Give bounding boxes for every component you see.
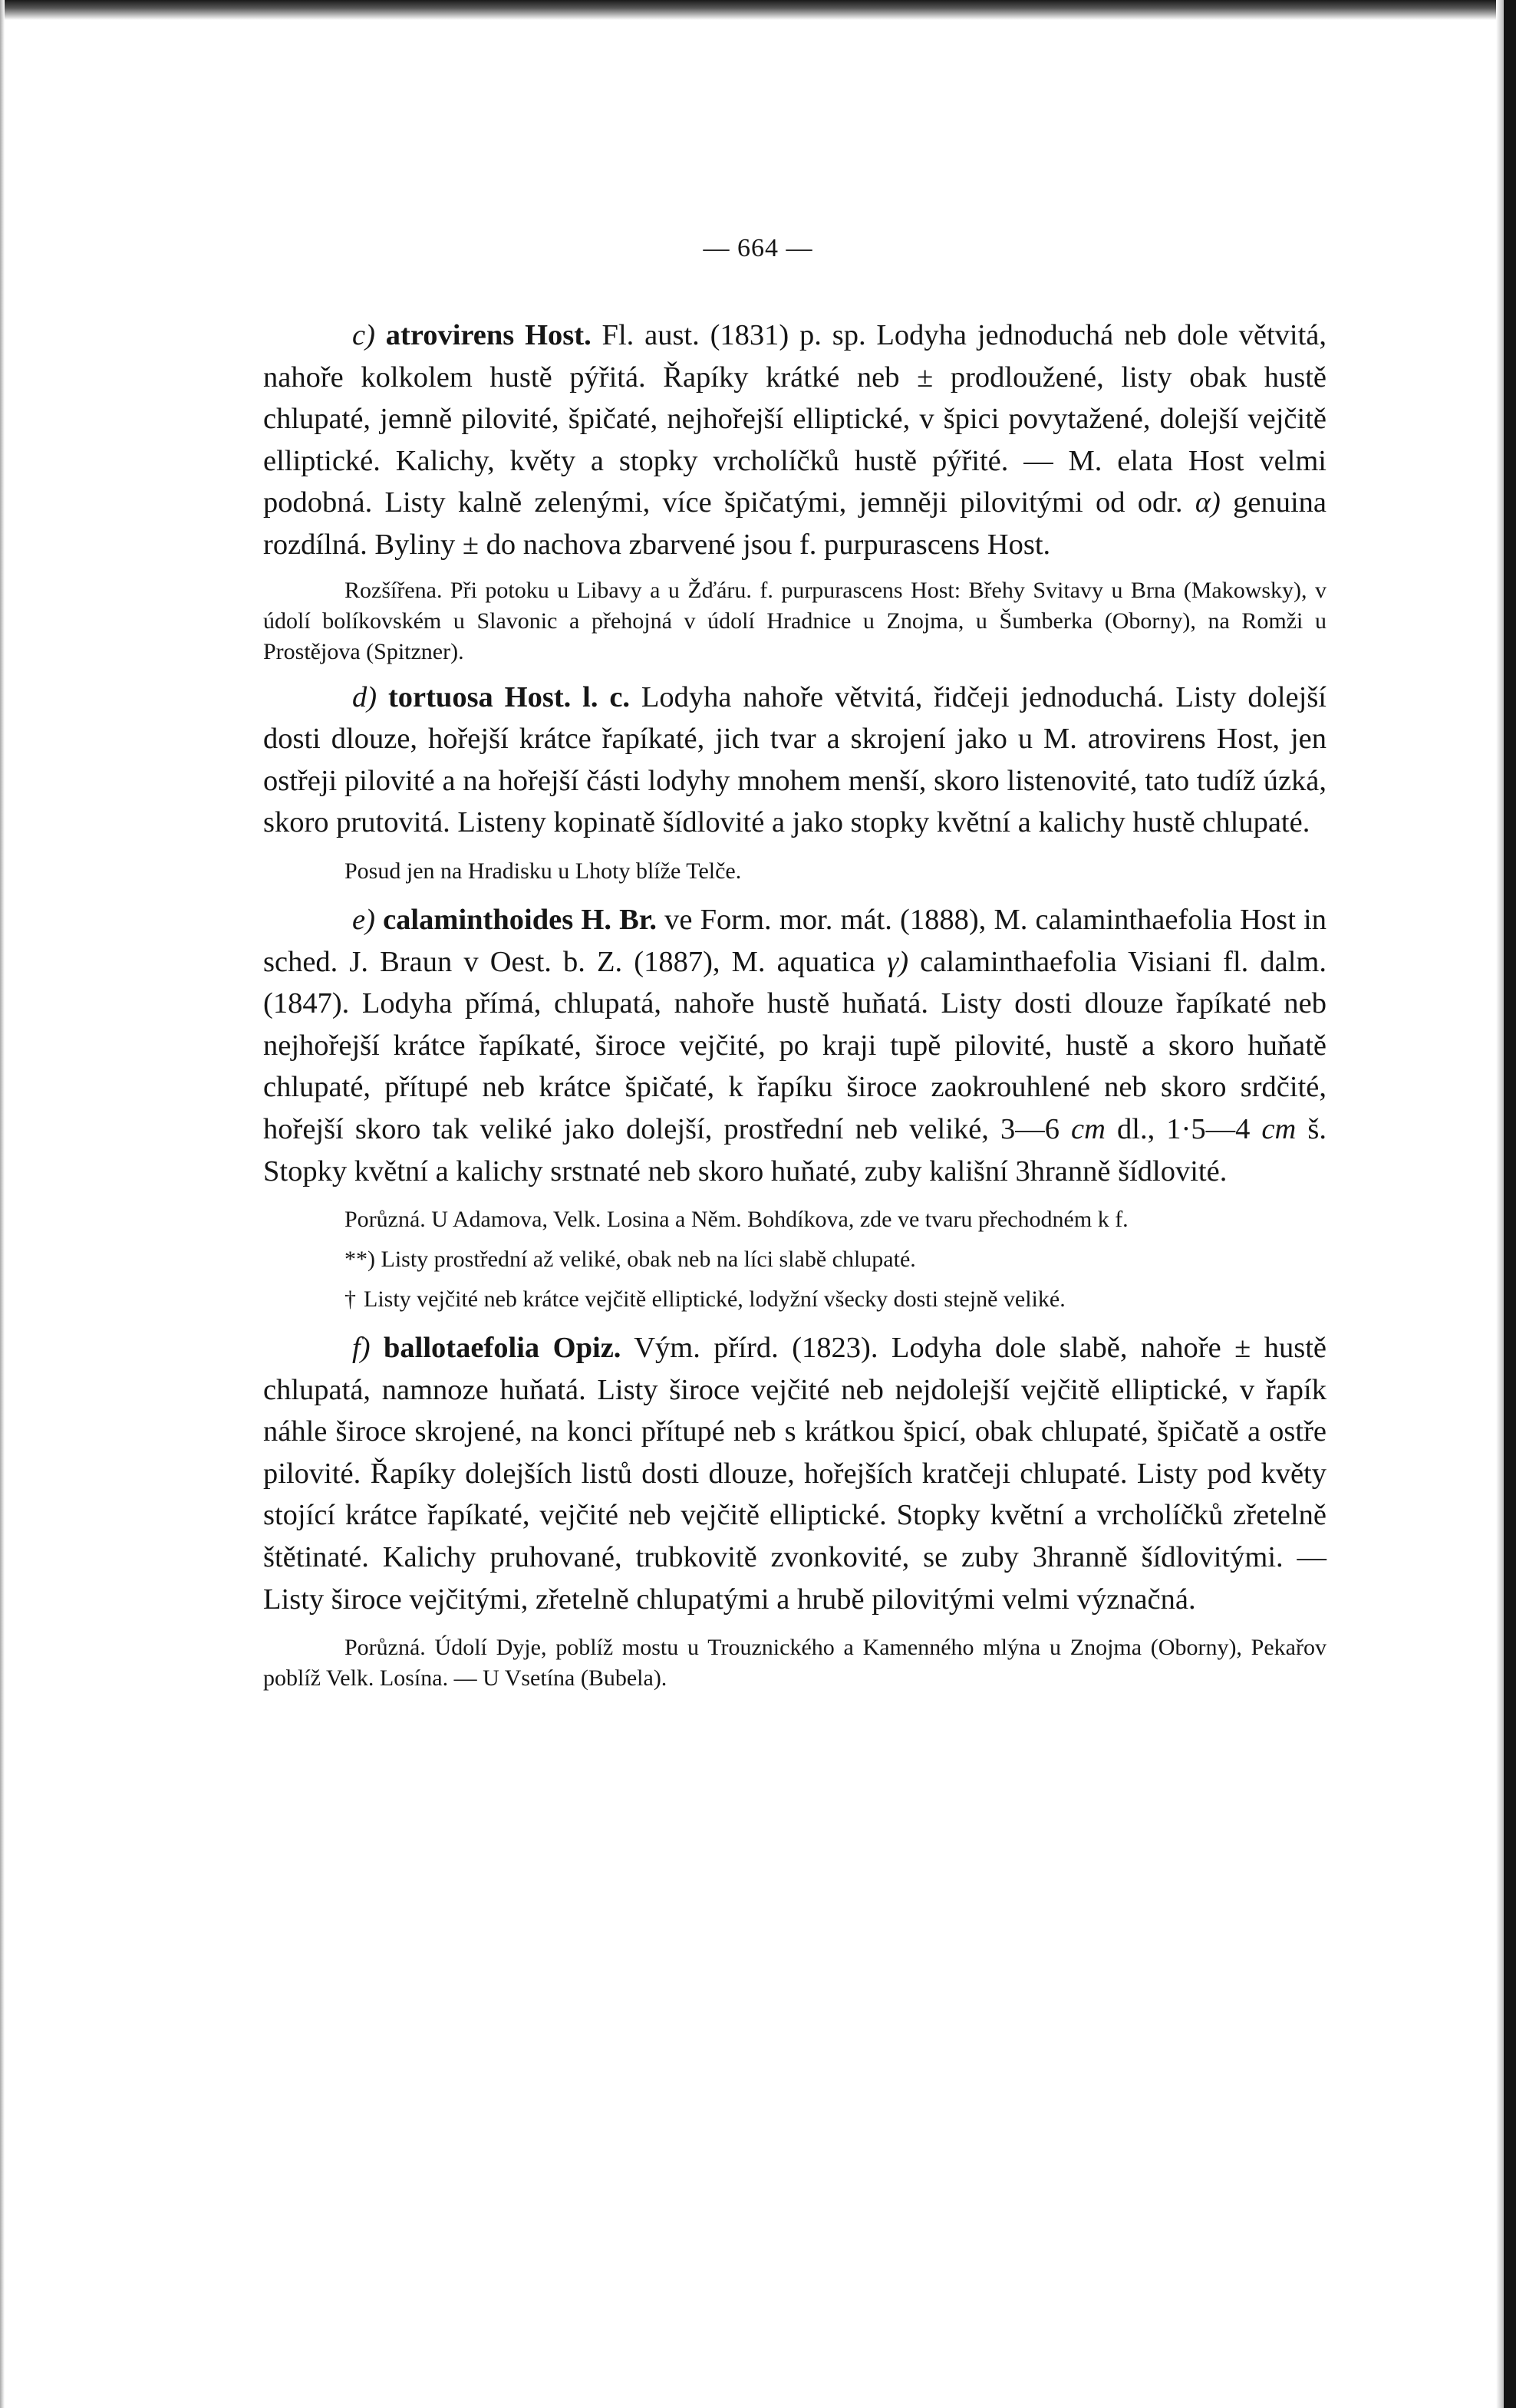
entry-d-letter: d) — [352, 680, 377, 713]
entry-e — [263, 899, 1326, 1192]
entry-f-text: Vým. přírd. (1823). Lodyha dole slabě, nahoře ± hustě chlupatá, namnoze huňatá. Listy široce vejčité neb nejdolejší vejčitě elliptické, v řapík náhle široce skrojené, na konci přítupé neb s krátkou špicí, obak chlupaté, špičatě a ostře pilovité. Řapíky dolejších listů dosti dlouze, hořejších kratčeji chlupaté. Listy pod květy stojící krátce řapíkaté, vejčité neb vejčitě elliptické. Stopky květní a vrcholíčků zřetelně štětinaté. Kalichy pruhované, trubkovitě zvonkovité, se zuby 3hranně šídlovitými. — Listy široce vejčitými, zřetelně chlupatými a hrubě pilovitými velmi význačná. — [263, 1332, 1327, 1616]
entry-c-letter: c) — [352, 319, 375, 351]
entry-e-greek: γ) — [887, 945, 909, 978]
entry-f-distribution: Porůzná. Údolí Dyje, poblíž mostu u Trouznického a Kamenného mlýna u Znojma (Oborny), Pekařov poblíž Velk. Losína. — U Vsetína (Bubela). — [263, 1635, 1326, 1692]
entry-e-text4: š. Stopky květní a kalichy srstnaté neb skoro huňaté, zuby kališní 3hranně šídlovité. — [263, 1112, 1326, 1188]
dagger-mark: † — [344, 1286, 356, 1313]
entry-d — [263, 677, 1326, 844]
scan-edge-left — [0, 0, 5, 2408]
entry-c-text: Fl. aust. (1831) p. sp. Lodyha jednoduchá neb dole větvitá, nahoře kolkolem hustě pýřitá. Řapíky krátké neb ± prodloužené, listy obak hustě chlupaté, jemně pilovité, špičaté, nejhořejší elliptické, v špici povytažené, dolejší vejčitě elliptické. Kalichy, květy a stopky vrcholíčků hustě pýřité. — M. elata Host velmi podobná. Listy kalně zelenými, více špičatými, jemněji pilovitými od odr. — [263, 319, 1326, 519]
entry-e-name: calaminthoides H. Br. — [383, 903, 657, 936]
entry-f — [263, 1327, 1326, 1620]
entry-c — [263, 315, 1326, 566]
page-number: — 664 — — [703, 234, 813, 262]
entry-f-name: ballotaefolia Opiz. — [384, 1332, 621, 1365]
entry-e-text3: dl., 1·5—4 — [1105, 1112, 1262, 1145]
entry-e-text: ve Form. mor. mát. (1888), M. calaminthaefolia Host in sched. J. Braun v Oest. b. Z. (1887), M. aquatica — [263, 903, 1326, 978]
entry-e-unit2: cm — [1261, 1112, 1297, 1145]
entry-c-text2: genuina rozdílná. Byliny ± do nachova zbarvené jsou f. purpurascens Host. — [263, 486, 1327, 561]
entry-d-name: tortuosa Host. l. c. — [387, 680, 631, 713]
page-body — [263, 315, 1326, 1694]
entry-e-footnote-2 — [263, 1284, 1326, 1315]
entry-f-letter: f) — [352, 1332, 371, 1365]
entry-e-letter: e) — [352, 903, 375, 936]
entry-e-footnote-2-text: Listy vejčité neb krátce vejčitě elliptické, lodyžní všecky dosti stejně veliké. — [364, 1286, 1066, 1313]
entry-c-distribution: Rozšířena. Při potoku u Libavy a u Žďáru. f. purpurascens Host: Břehy Svitavy u Brna (Makowsky), v údolí bolíkovském u Slavonic a přehojná v údolí Hradnice u Znojma, u Šumberka (Oborny), na Romži u Prostějova (Spitzner). — [263, 577, 1326, 664]
entry-d-distribution: Posud jen na Hradisku u Lhoty blíže Telče. — [344, 858, 742, 884]
scan-edge-right — [1504, 0, 1516, 2408]
entry-e-unit1: cm — [1071, 1112, 1106, 1145]
entry-c-greek: α) — [1195, 486, 1221, 519]
entry-d-text: Lodyha nahoře větvitá, řidčeji jednoduchá. Listy dolejší dosti dlouze, hořejší krátce řapíkaté, jich tvar a skrojení jako u M. atrovirens Host, jen ostřeji pilovité a na hořejší části lodyhy mnohem menší, skoro listenovité, tato tudíž úzká, skoro prutovitá. Listeny kopinatě šídlovité a jako stopky květní a kalichy hustě chlupaté. — [263, 680, 1326, 839]
entry-c-name: atrovirens Host. — [385, 319, 592, 351]
scan-edge-top — [0, 0, 1516, 20]
scan-edge-shadow — [1496, 0, 1504, 2408]
entry-e-distribution: Porůzná. U Adamova, Velk. Losina a Něm. Bohdíkova, zde ve tvaru přechodném k f. — [344, 1207, 1129, 1233]
entry-e-text2: calaminthaefolia Visiani fl. dalm. (1847). Lodyha přímá, chlupatá, nahoře hustě huňatá. Listy dosti dlouze řapíkaté neb nejhořejší krátce řapíkaté, široce vejčité, po kraji tupě pilovité, hustě a skoro huňatě chlupaté, přítupé neb krátce špičaté, k řapíku široce zaokrouhlené neb skoro srdčité, hořejší skoro tak veliké jako dolejší, prostřední neb veliké, 3—6 — [263, 945, 1326, 1145]
entry-e-footnote-1: **) Listy prostřední až veliké, obak neb na líci slabě chlupaté. — [344, 1247, 916, 1273]
